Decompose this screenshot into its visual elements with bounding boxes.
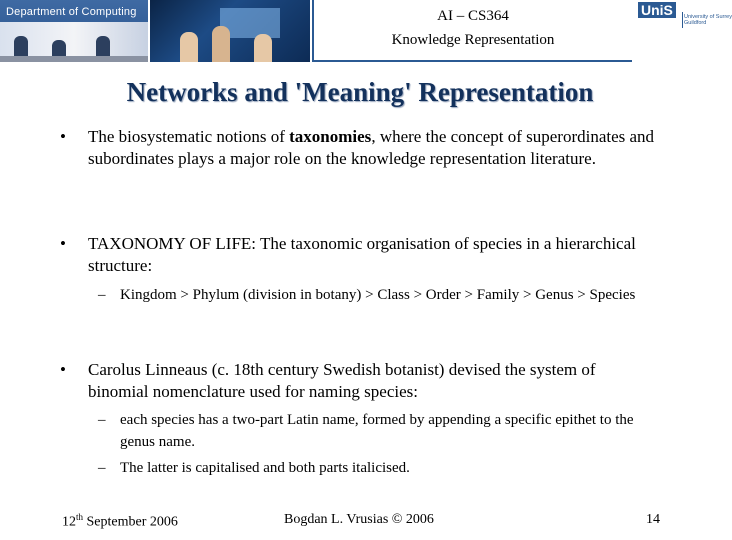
bullet-marker: • — [60, 360, 66, 379]
department-name: Department of Computing — [6, 6, 137, 18]
footer-author: Bogdan L. Vrusias © 2006 — [284, 512, 434, 527]
footer-date-day: 12 — [62, 514, 76, 530]
bullet-text-part: , where the concept of superordinates and subordinates plays a major role on the knowledge representation literature. — [88, 127, 655, 168]
bullet-text: TAXONOMY OF LIFE: The taxonomic organisation of species in a hierarchical structure: — [88, 234, 636, 275]
sub-bullet-text: The latter is capitalised and both parts italicised. — [120, 460, 410, 476]
department-banner — [0, 0, 148, 62]
logo-divider — [682, 12, 683, 28]
bullet-text-part: The biosystematic notions of — [88, 127, 290, 146]
course-subtitle: Knowledge Representation — [391, 32, 555, 48]
bullet-marker: • — [60, 234, 66, 253]
students-photo — [150, 0, 310, 62]
unis-logo-mark: UniS — [638, 2, 676, 18]
sub-bullet-marker: – — [98, 412, 106, 428]
sub-bullet-marker: – — [98, 287, 106, 303]
sub-bullet-marker: – — [98, 460, 106, 476]
university-logo — [632, 0, 732, 62]
footer-date-rest: September 2006 — [83, 514, 178, 530]
photo-person — [212, 26, 230, 62]
footer-date — [62, 512, 178, 531]
footer-date-suffix: th — [76, 512, 84, 522]
logo-town-name: Guildford — [684, 20, 707, 26]
photo-desk — [0, 56, 148, 62]
course-code: AI – CS364 — [437, 8, 509, 24]
photo-person — [180, 32, 198, 62]
slide-title: Networks and 'Meaning' Representation — [126, 77, 594, 107]
bullet-marker: • — [60, 127, 66, 146]
sub-bullet-text: each species has a two-part Latin name, formed by appending a specific epithet to the genus name. — [120, 412, 634, 450]
logo-university-name: University of Surrey — [684, 14, 732, 20]
bullet-text: Carolus Linneaus (c. 18th century Swedish botanist) devised the system of binomial nomenclature used for naming species: — [88, 360, 596, 401]
slide-header — [0, 0, 732, 62]
bullet-bold-term: taxonomies — [289, 127, 372, 146]
bullet-text — [88, 126, 658, 170]
page-number: 14 — [646, 512, 660, 527]
course-title-box — [312, 0, 634, 62]
sub-bullet-text: Kingdom > Phylum (division in botany) > Class > Order > Family > Genus > Species — [120, 287, 636, 303]
photo-person — [254, 34, 272, 62]
lab-photo — [0, 22, 148, 62]
